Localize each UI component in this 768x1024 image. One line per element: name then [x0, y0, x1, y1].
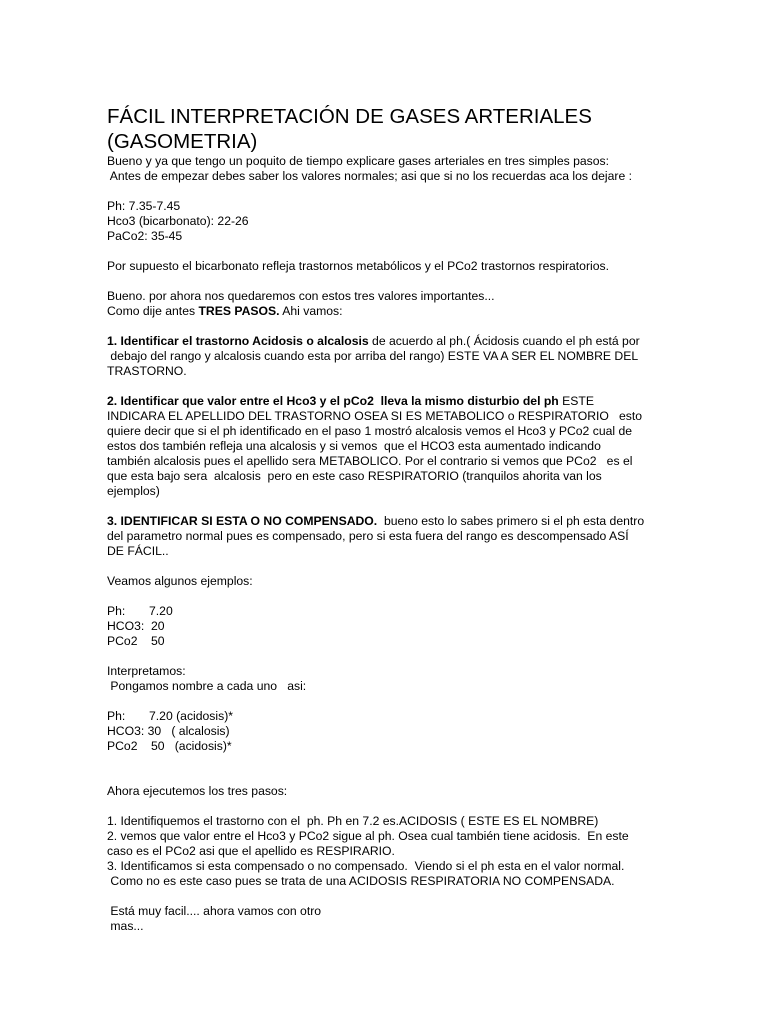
step-2-heading: 2. Identificar que valor entre el Hco3 y el pCo2 lleva la mismo disturbio del ph [107, 394, 559, 408]
step-1-line: debajo del rango y alcalosis cuando esta por arriba del rango) ESTE VA A SER EL NOMBRE DEL [107, 349, 639, 363]
title-line-2: (GASOMETRIA) [107, 130, 258, 153]
example-values-list [107, 604, 667, 649]
step-3-line: DE FÁCIL.. [107, 544, 169, 558]
intro-line: Bueno y ya que tengo un poquito de tiempo explicare gases arteriales en tres simples pasos: [107, 154, 610, 168]
example-value-pco2: PCo2 50 [107, 634, 165, 648]
labeled-value-ph: Ph: 7.20 (acidosis)* [107, 709, 233, 723]
transition-line: Bueno. por ahora nos quedaremos con estos tres valores importantes... [107, 289, 495, 303]
execute-step-line: 3. Identificamos si esta compensado o no compensado. Viendo si el ph esta en el valor normal. [107, 859, 625, 873]
examples-intro: Veamos algunos ejemplos: [107, 574, 253, 588]
step-2-line: quiere decir que si el ph identificado en el paso 1 mostró alcalosis vemos el Hco3 y PCo2 cual de [107, 424, 633, 438]
step-1-line: TRASTORNO. [107, 364, 187, 378]
execute-step-line: caso es el PCo2 asi que el apellido es RESPIRARIO. [107, 844, 395, 858]
intro-line: Antes de empezar debes saber los valores normales; asi que si no los recuerdas aca los dejare : [107, 169, 633, 183]
step-2-line: también alcalosis pues el apellido sera METABOLICO. Por el contrario si vemos que PCo2 es el [107, 454, 633, 468]
labeled-value-hco3: HCO3: 30 ( alcalosis) [107, 724, 230, 738]
normal-value-paco2: PaCo2: 35-45 [107, 229, 183, 243]
step-3-paragraph: 3. IDENTIFICAR SI ESTA O NO COMPENSADO. bueno esto lo sabes primero si el ph esta dentro del parametro normal pues es compensado, pero si esta fuera del rango es descompensado ASÍ DE FÁCIL.. [107, 514, 667, 559]
execute-step-line: Como no es este caso pues se trata de una ACIDOSIS RESPIRATORIA NO COMPENSADA. [107, 874, 615, 888]
bicarbonate-note: Por supuesto el bicarbonato refleja trastornos metabólicos y el PCo2 trastornos respiratorios. [107, 259, 609, 273]
step-2-line: ejemplos) [107, 484, 160, 498]
document-title [107, 104, 667, 154]
closing-line: mas... [107, 919, 144, 933]
transition-line: Como dije antes TRES PASOS. Ahi vamos: [107, 304, 343, 318]
example-labeled-list [107, 709, 667, 754]
step-1-heading: 1. Identificar el trastorno Acidosis o alcalosis [107, 334, 369, 348]
step-2-line: que esta bajo sera alcalosis pero en este caso RESPIRATORIO (tranquilos ahorita van los [107, 469, 602, 483]
normal-value-ph: Ph: 7.35-7.45 [107, 199, 181, 213]
closing-line: Está muy facil.... ahora vamos con otro [107, 904, 322, 918]
interpret-line: Pongamos nombre a cada uno asi: [107, 679, 307, 693]
intro-paragraph [107, 154, 667, 184]
step-2-line: INDICARA EL APELLIDO DEL TRASTORNO OSEA SI ES METABOLICO o RESPIRATORIO esto [107, 409, 643, 423]
title-line-1: FÁCIL INTERPRETACIÓN DE GASES ARTERIALES [107, 105, 592, 128]
interpret-line: Interpretamos: [107, 664, 186, 678]
execute-intro: Ahora ejecutemos los tres pasos: [107, 784, 288, 798]
document-page [107, 104, 667, 934]
interpret-paragraph [107, 664, 667, 694]
step-1-paragraph: 1. Identificar el trastorno Acidosis o alcalosis de acuerdo al ph.( Ácidosis cuando el ph está por debajo del rango y alcalosis cuando esta por arriba del rango) ESTE VA A SER EL NOMBRE DEL TRASTORNO. [107, 334, 667, 379]
step-3-heading: 3. IDENTIFICAR SI ESTA O NO COMPENSADO. [107, 514, 378, 528]
labeled-value-pco2: PCo2 50 (acidosis)* [107, 739, 232, 753]
normal-value-hco3: Hco3 (bicarbonato): 22-26 [107, 214, 249, 228]
example-value-ph: Ph: 7.20 [107, 604, 173, 618]
execute-steps-list [107, 814, 667, 889]
transition-paragraph [107, 289, 667, 319]
step-2-paragraph: 2. Identificar que valor entre el Hco3 y el pCo2 lleva la mismo disturbio del ph ESTE INDICARA EL APELLIDO DEL TRASTORNO OSEA SI ES METABOLICO o RESPIRATORIO esto quiere decir que si el ph identificado en el paso 1 mostró alcalosis vemos el Hco3 y PCo2 cual de estos dos también refleja una alcalosis y si vemos que el HCO3 esta aumentado indicando también alcalosis pues el apellido sera METABOLICO. Por el contrario si vemos que PCo2 es el que esta bajo sera alcalosis pero en este caso RESPIRATORIO (tranquilos ahorita van los ejemplos) [107, 394, 667, 499]
example-value-hco3: HCO3: 20 [107, 619, 165, 633]
execute-step-line: 1. Identifiquemos el trastorno con el ph. Ph en 7.2 es.ACIDOSIS ( ESTE ES EL NOMBRE) [107, 814, 599, 828]
step-2-line: estos dos también refleja una alcalosis y si vemos que el HCO3 esta aumentado indicando [107, 439, 601, 453]
normal-values-list [107, 199, 667, 244]
execute-step-line: 2. vemos que valor entre el Hco3 y PCo2 sigue al ph. Osea cual también tiene acidosis. En este [107, 829, 629, 843]
closing-paragraph [107, 904, 667, 934]
step-3-line: del parametro normal pues es compensado, pero si esta fuera del rango es descompensado ASÍ [107, 529, 629, 543]
three-steps-emphasis: TRES PASOS. [198, 304, 280, 318]
